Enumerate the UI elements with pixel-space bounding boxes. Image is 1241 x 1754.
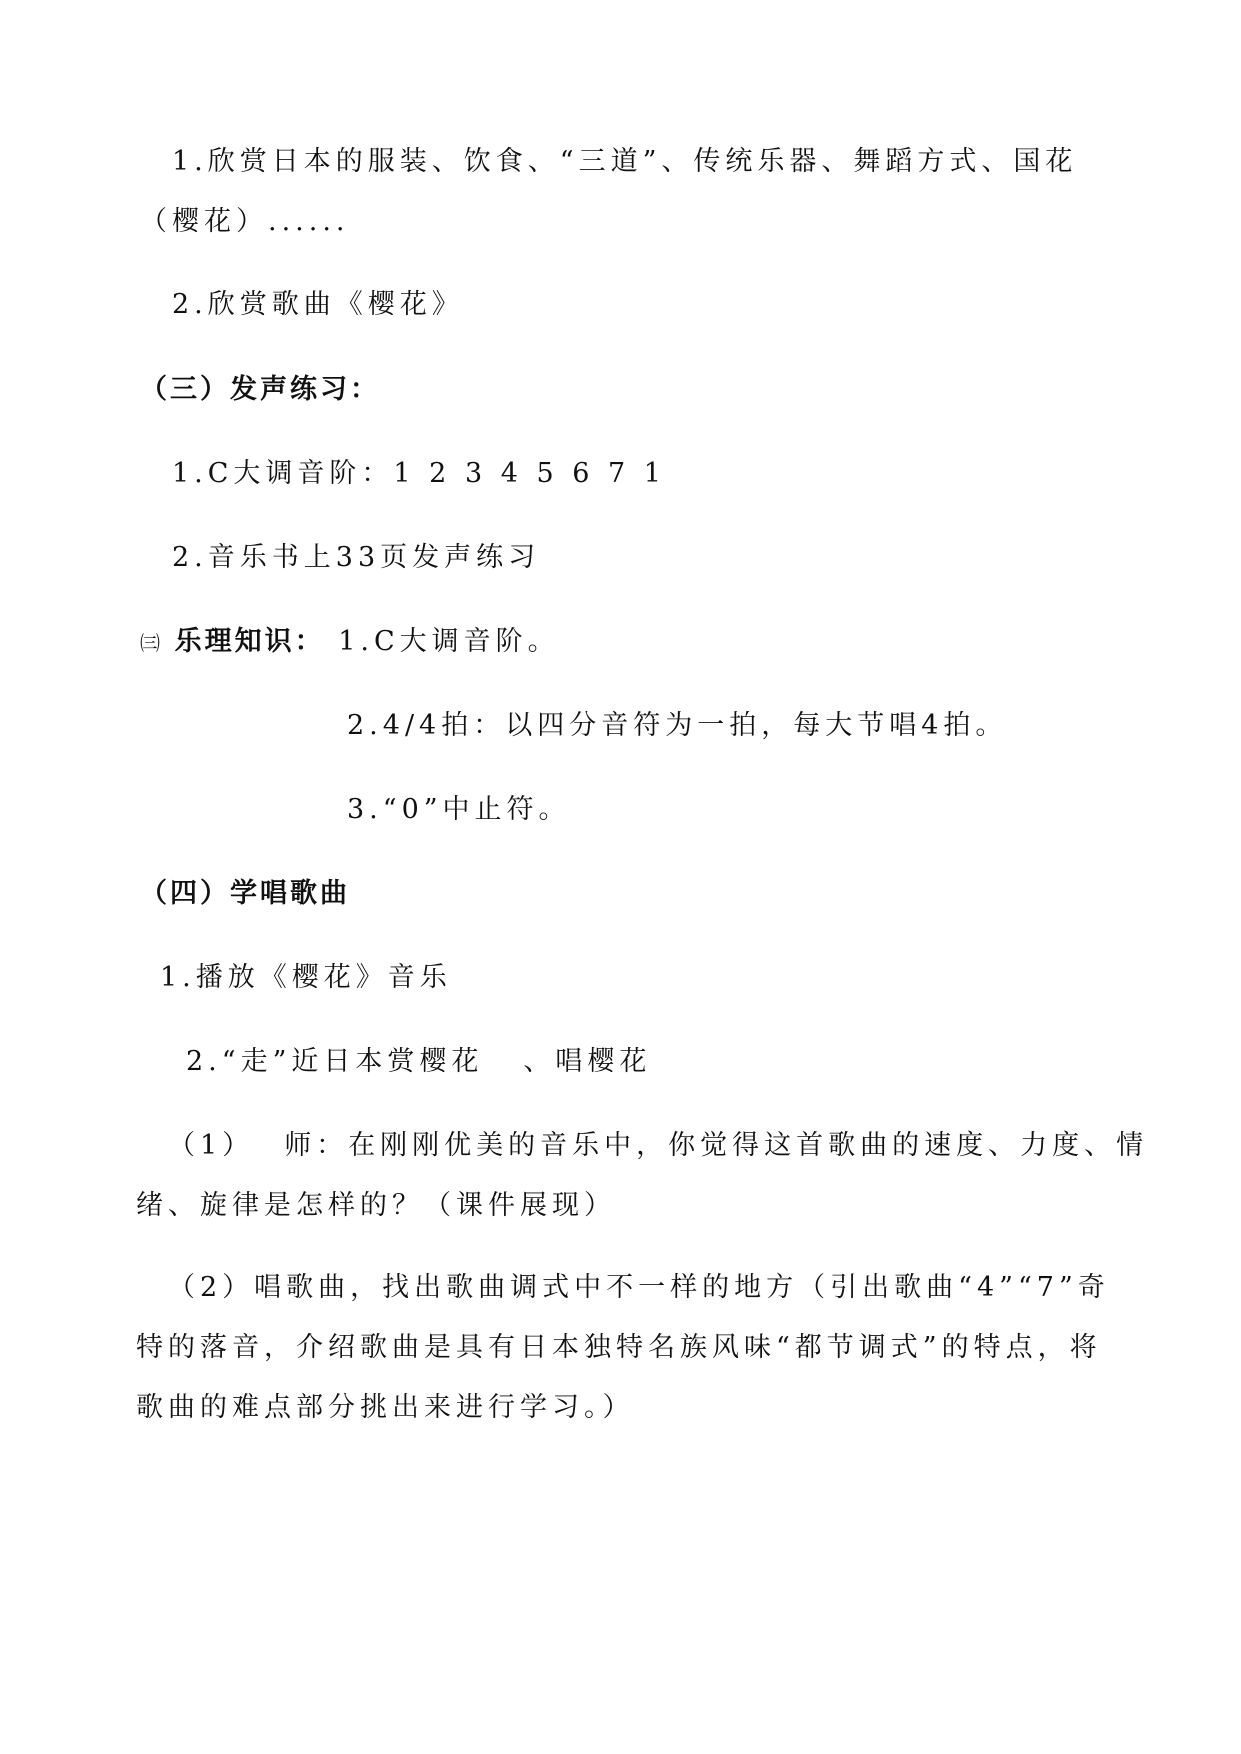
section-heading-vocal-practice: （三）发声练习： bbox=[140, 374, 380, 405]
text-line-book-exercise: 2.音乐书上33页发声练习 bbox=[172, 542, 541, 573]
text-line-teacher-question bbox=[168, 1128, 1148, 1164]
text-line-approach-japan bbox=[186, 1044, 651, 1080]
theory-prefix: ㈢ bbox=[140, 631, 161, 655]
teacher-question-text: 师：在刚刚优美的音乐中，你觉得这首歌曲的速度、力度、情 bbox=[284, 1130, 1149, 1161]
text-line-teacher-question-cont: 绪、旋律是怎样的？（课件展现） bbox=[136, 1190, 616, 1221]
text-line-play-music: 1.播放《樱花》音乐 bbox=[160, 962, 452, 993]
theory-line bbox=[140, 624, 560, 661]
text-line-appreciate-song: 2.欣赏歌曲《樱花》 bbox=[172, 289, 464, 320]
text-line-appreciate-culture: 1.欣赏日本的服装、饮食、“三道”、传统乐器、舞蹈方式、国花 bbox=[172, 146, 1078, 177]
theory-item-1: 1.C大调音阶。 bbox=[338, 626, 560, 657]
text-approach-part: 2.“走”近日本赏樱花 bbox=[186, 1046, 484, 1077]
theory-item-2: 2.4/4拍：以四分音符为一拍，每大节唱4拍。 bbox=[347, 710, 1008, 741]
text-line-cherry-blossom: （樱花）...... bbox=[140, 206, 350, 237]
text-sing-part: 、唱樱花 bbox=[523, 1046, 652, 1077]
item-number-1: （1） bbox=[168, 1130, 255, 1161]
text-line-sing-song-cont1: 特的落音，介绍歌曲是具有日本独特名族风味“都节调式”的特点，将 bbox=[136, 1332, 1102, 1363]
theory-item-3: 3.“0”中止符。 bbox=[347, 794, 571, 825]
section-heading-learn-song: （四）学唱歌曲 bbox=[140, 878, 350, 909]
text-line-sing-song: （2）唱歌曲，找出歌曲调式中不一样的地方（引出歌曲“4”“7”奇 bbox=[168, 1272, 1110, 1303]
text-line-c-major-scale: 1.C大调音阶：1 2 3 4 5 6 7 1 bbox=[172, 458, 666, 489]
text-line-sing-song-cont2: 歌曲的难点部分挑出来进行学习。） bbox=[136, 1392, 635, 1423]
section-heading-music-theory: 乐理知识： bbox=[174, 626, 325, 657]
